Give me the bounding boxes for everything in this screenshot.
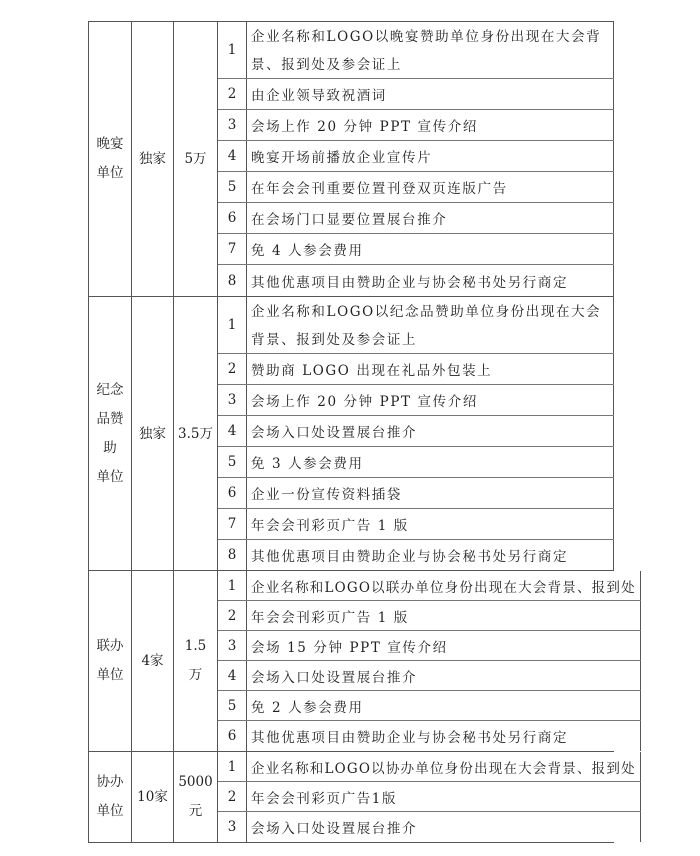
benefit-row: 2 赞助商 LOGO 出现在礼品外包装上 — [218, 354, 614, 385]
sponsor-type: 晚宴 单位 — [89, 22, 132, 296]
benefit-row: 3 会场上作 20 分钟 PPT 宣传介绍 — [218, 110, 614, 141]
benefit-row: 6 在会场门口显要位置展台推介 — [218, 203, 614, 234]
price: 5000 元 — [174, 752, 218, 842]
benefit-row: 5 免 3 人参会费用 — [218, 447, 614, 478]
price: 3.5万 — [174, 297, 218, 570]
quantity: 10家 — [132, 752, 174, 842]
sponsor-type: 纪念 品赞 助 单位 — [89, 297, 132, 570]
price: 5万 — [174, 22, 218, 296]
benefit-row: 8 其他优惠项目由赞助企业与协会秘书处另行商定 — [218, 265, 614, 296]
benefit-row: 8 其他优惠项目由赞助企业与协会秘书处另行商定 — [218, 540, 614, 570]
benefit-row: 2 年会会刊彩页广告1版 — [218, 782, 641, 812]
benefit-row: 6 企业一份宣传资料插袋 — [218, 478, 614, 509]
benefit-row: 5 在年会会刊重要位置刊登双页连版广告 — [218, 172, 614, 203]
benefit-row: 7 年会会刊彩页广告 1 版 — [218, 509, 614, 540]
benefit-row: 4 会场入口处设置展台推介 — [218, 661, 641, 691]
quantity: 独家 — [132, 22, 174, 296]
quantity: 4家 — [132, 571, 174, 751]
sponsorship-table — [88, 21, 636, 843]
benefit-row: 5 免 2 人参会费用 — [218, 691, 641, 721]
benefit-row: 6 其他优惠项目由赞助企业与协会秘书处另行商定 — [218, 721, 641, 751]
benefit-row: 7 免 4 人参会费用 — [218, 234, 614, 265]
group-banquet — [89, 22, 614, 297]
sponsor-type: 协办 单位 — [89, 752, 132, 842]
benefit-list — [218, 297, 614, 570]
quantity: 独家 — [132, 297, 174, 570]
benefit-list — [218, 752, 641, 842]
benefit-row: 2 年会会刊彩页广告 1 版 — [218, 601, 641, 631]
sponsor-type: 联办 单位 — [89, 571, 132, 751]
group-co-organizer — [89, 571, 636, 752]
benefit-row: 4 会场入口处设置展台推介 — [218, 416, 614, 447]
benefit-row: 3 会场上作 20 分钟 PPT 宣传介绍 — [218, 385, 614, 416]
group-assisting-organizer — [89, 752, 636, 843]
benefit-list — [218, 22, 614, 296]
benefit-row: 1 企业名称和LOGO以协办单位身份出现在大会背景、报到处 — [218, 752, 641, 782]
benefit-row: 4 晚宴开场前播放企业宣传片 — [218, 141, 614, 172]
group-souvenir — [89, 297, 614, 571]
benefit-row: 3 会场入口处设置展台推介 — [218, 812, 641, 842]
benefit-row: 1 企业名称和LOGO以纪念品赞助单位身份出现在大会背景、报到处及参会证上 — [218, 297, 614, 354]
benefit-row: 1 企业名称和LOGO以联办单位身份出现在大会背景、报到处 — [218, 571, 641, 601]
benefit-row: 2 由企业领导致祝酒词 — [218, 79, 614, 110]
benefit-row: 1 企业名称和LOGO以晚宴赞助单位身份出现在大会背景、报到处及参会证上 — [218, 22, 614, 79]
benefit-list — [218, 571, 641, 751]
benefit-row: 3 会场 15 分钟 PPT 宣传介绍 — [218, 631, 641, 661]
price: 1.5 万 — [174, 571, 218, 751]
